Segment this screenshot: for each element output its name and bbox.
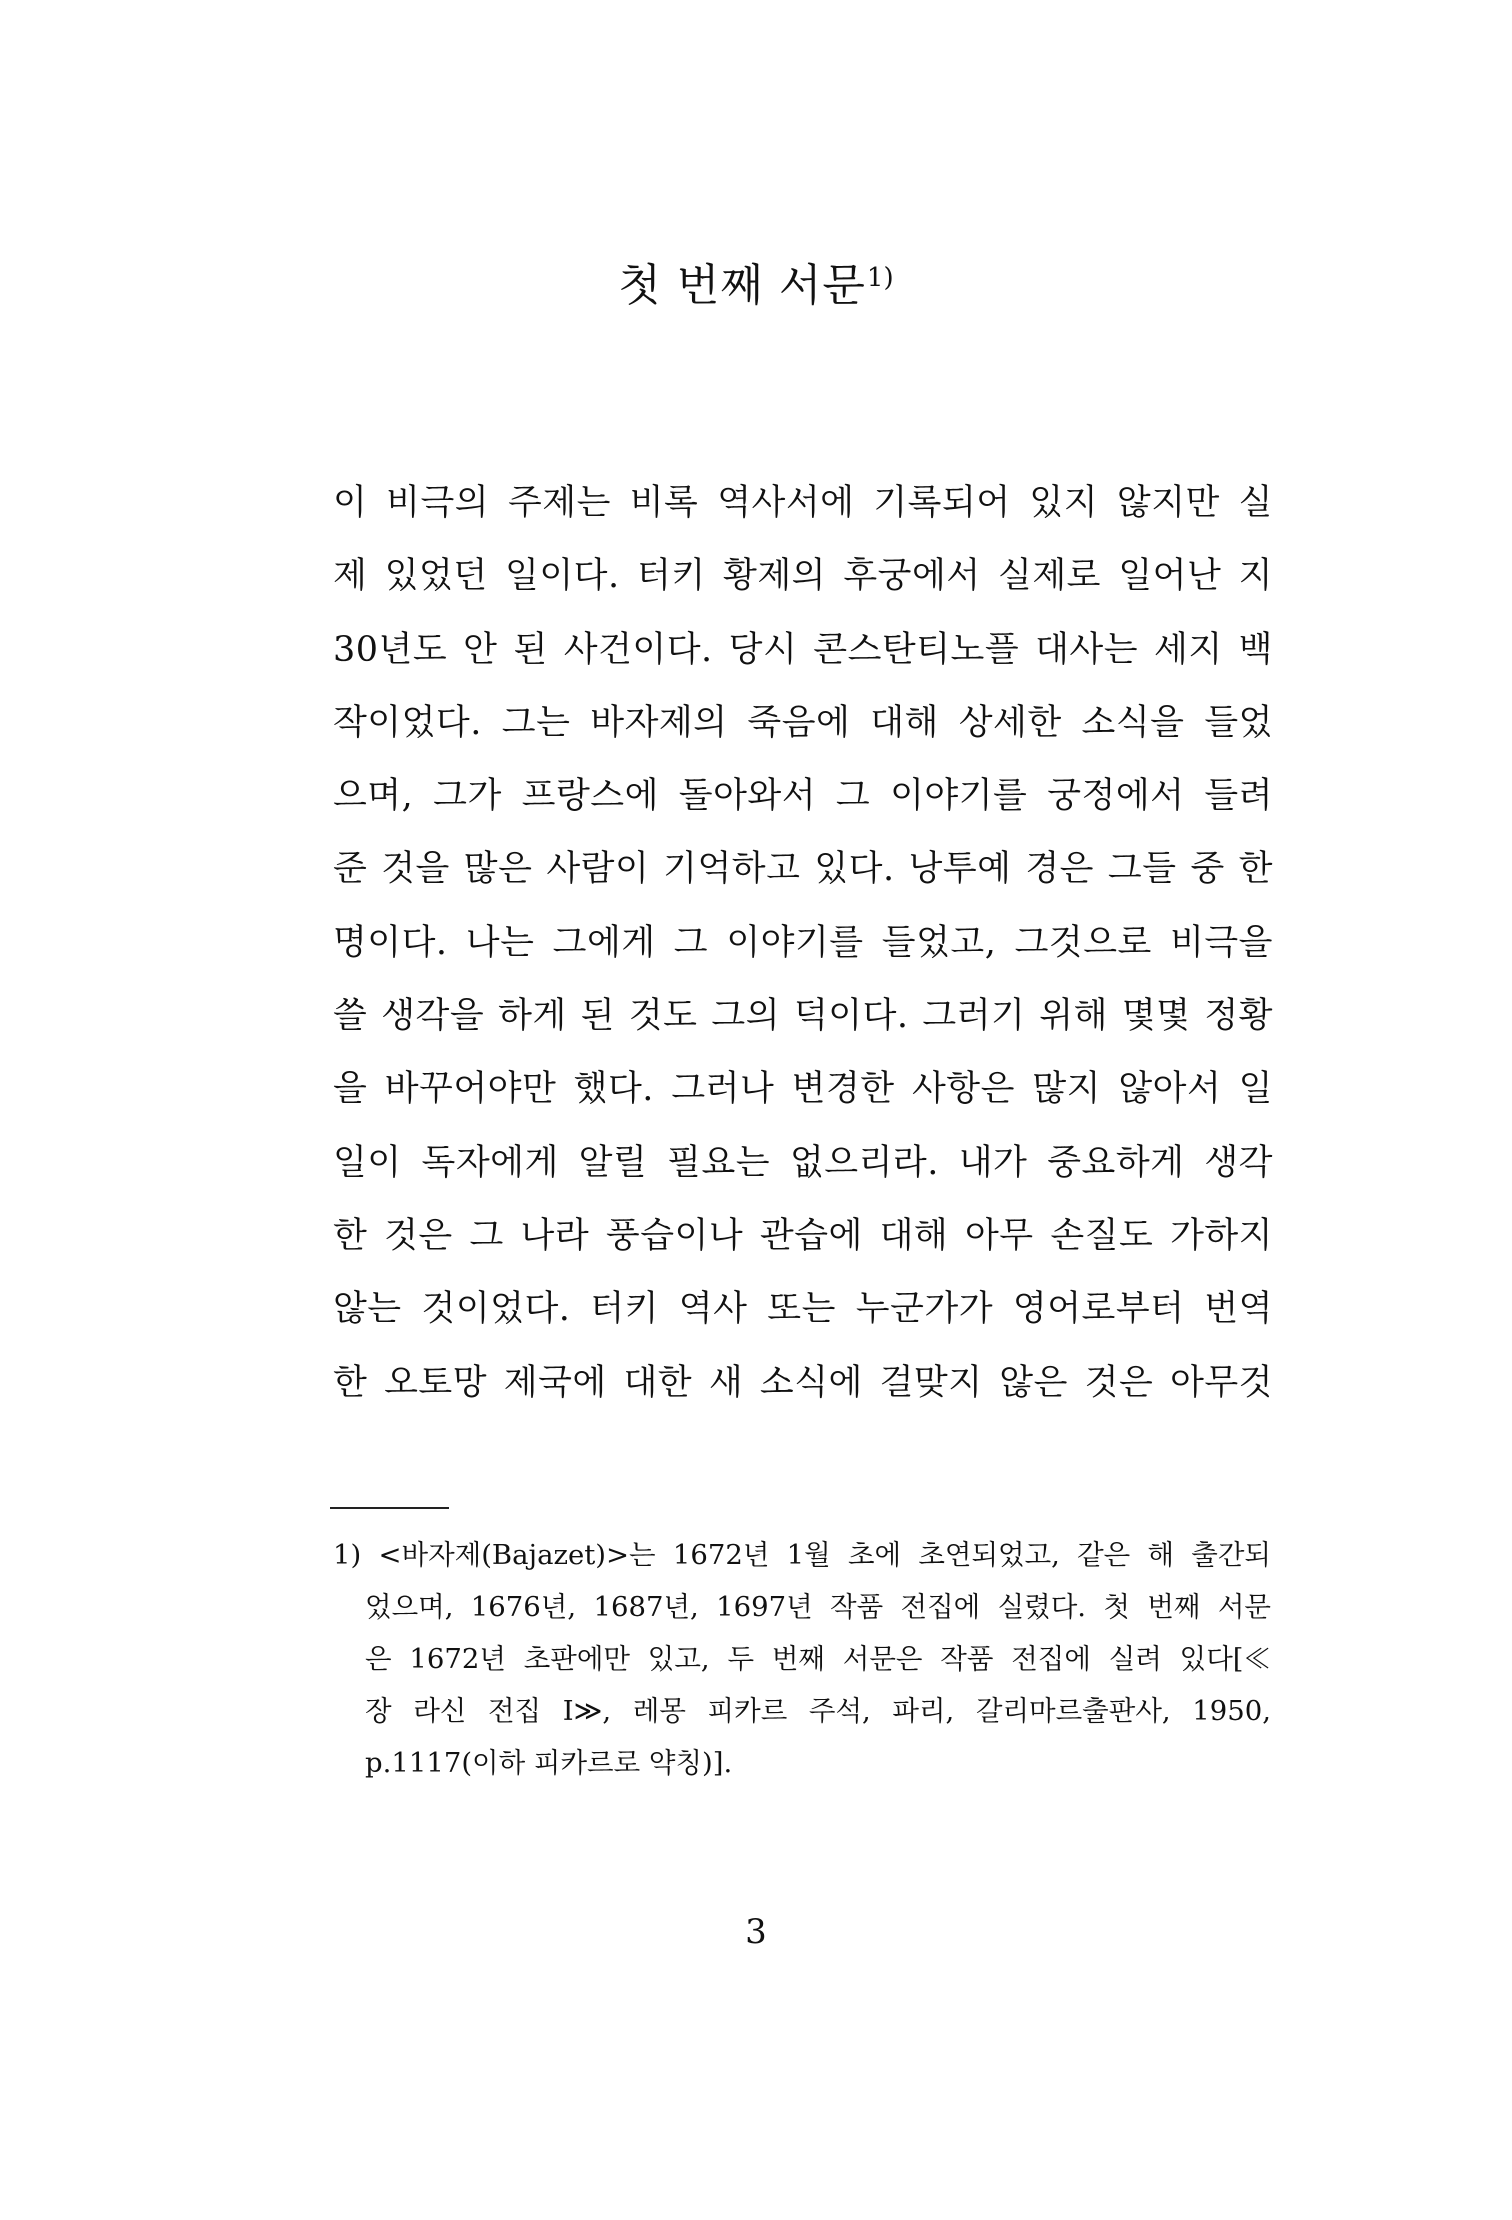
footnote-line: p.1117(이하 피카르로 약칭)]. bbox=[365, 1747, 733, 1779]
body-line: 명이다. 나는 그에게 그 이야기를 들었고, 그것으로 비극을 bbox=[333, 922, 1273, 963]
body-line: 일이 독자에게 알릴 필요는 없으리라. 내가 중요하게 생각 bbox=[333, 1142, 1273, 1183]
footnote-divider bbox=[330, 1507, 449, 1509]
body-line: 쓸 생각을 하게 된 것도 그의 덕이다. 그러기 위해 몇몇 정황 bbox=[333, 996, 1273, 1037]
body-line: 않는 것이었다. 터키 역사 또는 누군가가 영어로부터 번역 bbox=[333, 1289, 1273, 1330]
title-text: 첫 번째 서문 bbox=[618, 260, 866, 311]
body-line: 30년도 안 된 사건이다. 당시 콘스탄티노플 대사는 세지 백 bbox=[333, 629, 1273, 670]
body-line: 을 바꾸어야만 했다. 그러나 변경한 사항은 많지 않아서 일 bbox=[333, 1069, 1273, 1110]
body-line: 이 비극의 주제는 비록 역사서에 기록되어 있지 않지만 실 bbox=[333, 483, 1273, 523]
body-paragraph bbox=[333, 475, 1273, 1428]
body-line: 준 것을 많은 사람이 기억하고 있다. 낭투예 경은 그들 중 한 bbox=[333, 849, 1273, 890]
page-title bbox=[0, 248, 1512, 316]
body-line: 제 있었던 일이다. 터키 황제의 후궁에서 실제로 일어난 지 bbox=[333, 556, 1273, 597]
body-line: 작이었다. 그는 바자제의 죽음에 대해 상세한 소식을 들었 bbox=[333, 702, 1273, 743]
footnote-line: 장 라신 전집 I≫, 레몽 피카르 주석, 파리, 갈리마르출판사, 1950, bbox=[365, 1695, 1271, 1727]
footnote-line: 었으며, 1676년, 1687년, 1697년 작품 전집에 실렸다. 첫 번째 서문 bbox=[365, 1591, 1271, 1623]
body-line: 한 오토망 제국에 대한 새 소식에 걸맞지 않은 것은 아무것 bbox=[333, 1362, 1273, 1403]
body-line: 한 것은 그 나라 풍습이나 관습에 대해 아무 손질도 가하지 bbox=[333, 1215, 1273, 1256]
footnote bbox=[333, 1533, 1271, 1793]
body-line: 으며, 그가 프랑스에 돌아와서 그 이야기를 궁정에서 들려 bbox=[333, 776, 1273, 817]
footnote-line: 1) <바자제(Bajazet)>는 1672년 1월 초에 초연되었고, 같은 해 출간되 bbox=[333, 1539, 1271, 1571]
footnote-line: 은 1672년 초판에만 있고, 두 번째 서문은 작품 전집에 실려 있다[≪ bbox=[365, 1643, 1271, 1675]
page-number: 3 bbox=[745, 1912, 767, 1952]
title-footnote-marker[interactable]: 1) bbox=[866, 263, 894, 293]
